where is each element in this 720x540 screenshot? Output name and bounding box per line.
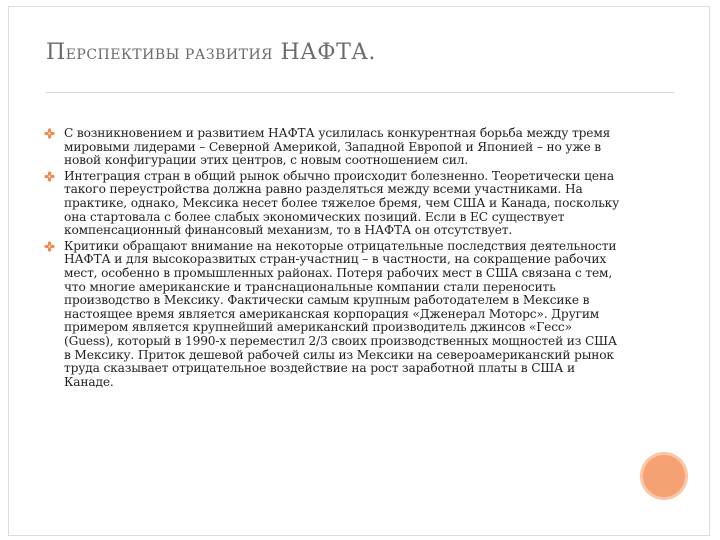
bullet-item <box>44 127 624 168</box>
bullet-list <box>44 127 624 391</box>
title-initial: П <box>46 40 66 65</box>
orange-circle-decoration <box>640 452 688 500</box>
flower-bullet-icon <box>44 241 55 252</box>
bullet-item <box>44 170 624 238</box>
title-divider <box>46 92 674 93</box>
bullet-text: Критики обращают внимание на некоторые отрицательные последствия деятельности НАФТА и для высокоразвитых стран-участниц – в частности, на сокращение рабочих мест, особенно в промышленных районах. Потеря рабочих мест в США связана с тем, что многие американские и транснациональные компании стали переносить производство в Мексику. Фактически самым крупным работодателем в Мексике в настоящее время является американская корпорация «Дженерал Моторс». Другим примером является крупнейший американский производитель джинсов «Гесс» (Guess), который в 1990-х переместил 2/3 своих производственных мощностей из США в Мексику. Приток дешевой рабочей силы из Мексики на североамериканский рынок труда сказывает отрицательное воздействие на рост заработной платы в США и Канаде. <box>64 238 618 389</box>
title-nafta: НАФТА. <box>272 40 376 65</box>
flower-bullet-icon <box>44 128 55 139</box>
title-smallcaps: ЕРСПЕКТИВЫ РАЗВИТИЯ <box>65 47 273 63</box>
flower-bullet-icon <box>44 171 55 182</box>
bullet-item <box>44 240 624 390</box>
slide-title <box>46 40 376 65</box>
bullet-text: С возникновением и развитием НАФТА усилилась конкурентная борьба между тремя мировыми лидерами – Северной Америкой, Западной Европой и Японией – но уже в новой конфигурации этих центров, с новым соотношением сил. <box>64 126 611 168</box>
bullet-text: Интеграция стран в общий рынок обычно происходит болезненно. Теоретически цена такого переустройства должна равно разделяться между всеми участниками. На практике, однако, Мексика несет более тяжелое бремя, чем США и Канада, поскольку она стартовала с более слабых экономических позиций. Если в ЕС существует компенсационный финансовый механизм, то в НАФТА он отсутствует. <box>64 168 620 238</box>
